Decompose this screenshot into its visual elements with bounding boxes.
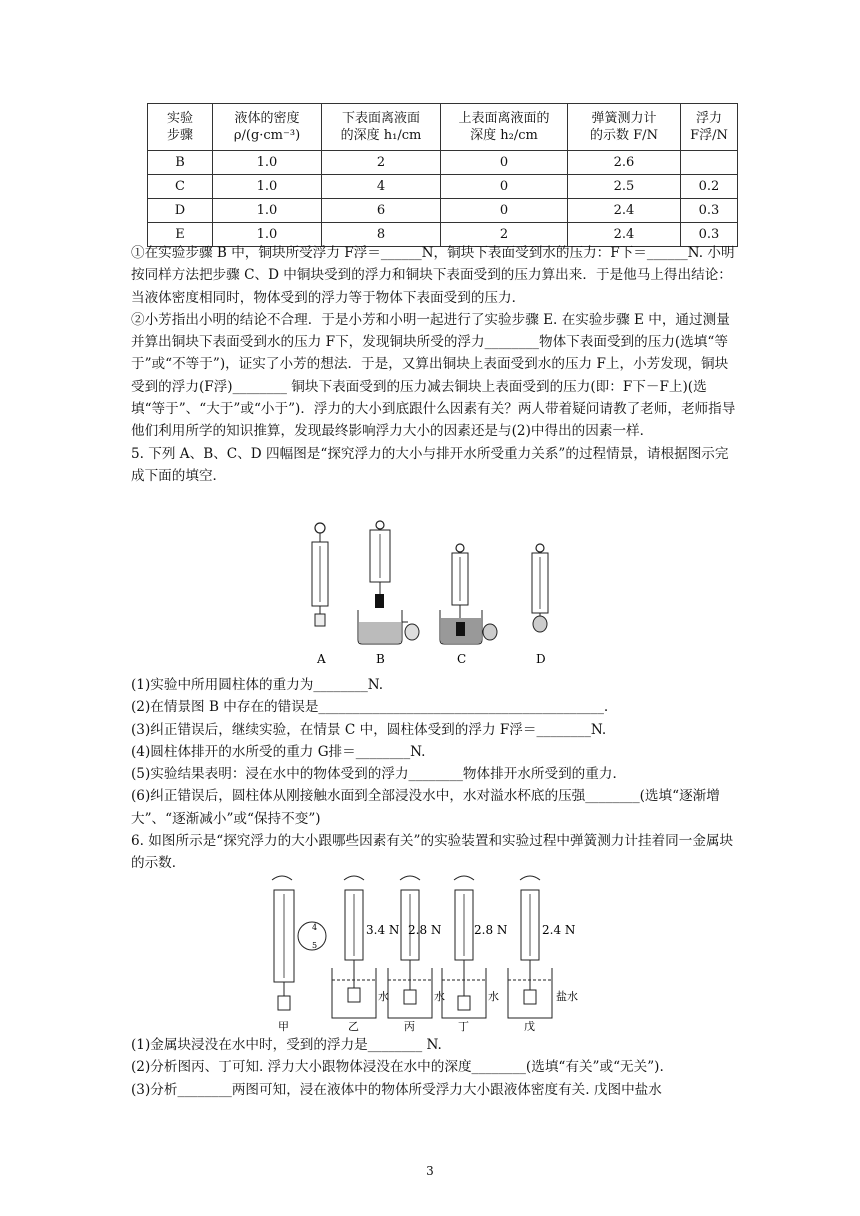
table-cell: 1.0 <box>213 199 322 223</box>
table-cell: B <box>148 151 213 175</box>
table-cell: 0.3 <box>681 199 738 223</box>
table-header-cell <box>148 104 213 151</box>
q6-stem: 6. 如图所示是“探究浮力的大小跟哪些因素有关”的实验装置和实验过程中弹簧测力计挂着同一金属块的示数． <box>131 833 734 872</box>
table-cell: 0 <box>441 151 568 175</box>
table-header-cell <box>568 104 681 151</box>
q5-item: (3)纠正错误后，继续实验，在情景 C 中，圆柱体受到的浮力 F浮＝________N. <box>131 721 607 738</box>
table-cell: 2.5 <box>568 175 681 199</box>
table-cell: 0.2 <box>681 175 738 199</box>
header-line: 弹簧测力计 <box>591 111 657 126</box>
scale-yi <box>332 876 399 1018</box>
table-cell: 6 <box>322 199 441 223</box>
page-number: 3 <box>426 1164 434 1178</box>
table-row <box>148 151 738 175</box>
gauge-mark: 5 <box>312 941 318 950</box>
table-cell: 2 <box>441 223 568 247</box>
table-cell: 0 <box>441 199 568 223</box>
header-line: 的示数 F/N <box>590 128 658 143</box>
reading-label: 2.4 N <box>542 923 576 937</box>
q6-item: (3)分析________两图可知，浸在液体中的物体所受浮力大小跟液体密度有关. 戊图中盐水 <box>131 1081 662 1098</box>
q6-item: (1)金属块浸没在水中时，受到的浮力是________ N. <box>131 1037 442 1053</box>
table-row <box>148 199 738 223</box>
spring-scale-c <box>440 544 497 644</box>
q6-figure <box>262 872 592 1032</box>
table-cell <box>681 151 738 175</box>
fig-label: 戊 <box>524 1020 535 1032</box>
reading-label: 2.8 N <box>408 923 442 937</box>
header-line: ρ/(g·cm⁻³) <box>233 128 301 143</box>
header-line: F浮/N <box>690 128 728 143</box>
table-cell: 8 <box>322 223 441 247</box>
q4-paragraph-2: ②小芳指出小明的结论不合理．于是小芳和小明一起进行了实验步骤 E. 在实验步骤 E 中，通过测量并算出铜块下表面受到水的压力 F下，发现铜块所受的浮力________物体下表面受到的压力(选填“等于”或“不等于”)，证实了小芳的想法．于是，又算出铜块上表面受到水的压力 F上，小芳发现，铜块受到的浮力(F浮)________ 铜块下表面受到的压力减去铜块上表面受到的压力(即：F下－F上)(选填“等于”、“大于”或“小于”)．浮力的大小到底跟什么因素有关？两人带着疑问请教了老师，老师指导他们利用所学的知识推算，发现最终影响浮力大小的因素还是与(2)中得出的因素一样． <box>131 311 736 440</box>
fig-label: A <box>317 652 326 666</box>
header-line: 下表面离液面 <box>341 111 420 126</box>
table-cell: C <box>148 175 213 199</box>
spring-scale-a <box>312 523 328 626</box>
gauge-mark: 4 <box>312 923 318 932</box>
scale-ding <box>442 876 507 1018</box>
liquid-label: 盐水 <box>556 990 578 1003</box>
table-cell: 4 <box>322 175 441 199</box>
header-line: 实验 <box>166 111 193 126</box>
header-line: 深度 h₂/cm <box>470 128 538 143</box>
table-row <box>148 175 738 199</box>
table-cell: D <box>148 199 213 223</box>
q5-stem: 5. 下列 A、B、C、D 四幅图是“探究浮力的大小与排开水所受重力关系”的过程情景，请根据图示完成下面的填空． <box>131 445 729 484</box>
table-cell: 1.0 <box>213 175 322 199</box>
fig-label: C <box>457 652 467 666</box>
scale-wu <box>508 876 578 1018</box>
q5-item: (4)圆柱体排开的水所受的重力 G排＝________N. <box>131 743 426 760</box>
q6-item: (2)分析图丙、丁可知. 浮力大小跟物体浸没在水中的深度________(选填“有关”或“无关”). <box>131 1059 664 1076</box>
spring-scale-d <box>532 544 548 632</box>
header-line: 步骤 <box>166 128 193 143</box>
experiment-table <box>147 103 738 247</box>
q5-item: (1)实验中所用圆柱体的重力为________N. <box>131 677 384 693</box>
q4-text <box>131 242 737 487</box>
q5-items <box>131 674 737 875</box>
table-cell: 0 <box>441 175 568 199</box>
header-line: 的深度 h₁/cm <box>340 128 422 143</box>
reading-label: 3.4 N <box>366 923 400 937</box>
spring-scale-b <box>358 521 419 644</box>
header-line: 液体的密度 <box>234 111 300 126</box>
q5-item: (2)在情景图 B 中存在的错误是__________________________________________. <box>131 699 609 716</box>
table-cell: 1.0 <box>213 151 322 175</box>
table-header-cell <box>322 104 441 151</box>
q6-items <box>131 1034 737 1101</box>
q4-paragraph-1: ①在实验步骤 B 中，铜块所受浮力 F浮＝______N，铜块下表面受到水的压力：F下＝______N. 小明按同样方法把步骤 C、D 中铜块受到的浮力和铜块下表面受到的压力算出来．于是他马上得出结论：当液体密度相同时，物体受到的浮力等于物体下表面受到的压力． <box>131 245 735 306</box>
liquid-label: 水 <box>378 990 389 1003</box>
q5-figure <box>300 518 560 668</box>
liquid-label: 水 <box>488 990 499 1003</box>
table-header-cell <box>213 104 322 151</box>
table-cell: 0.3 <box>681 223 738 247</box>
reading-label: 2.8 N <box>474 923 508 937</box>
scale-jia <box>272 876 326 1010</box>
table-cell: 2 <box>322 151 441 175</box>
table-cell: 2.4 <box>568 223 681 247</box>
table-cell: E <box>148 223 213 247</box>
table-header-row <box>148 104 738 151</box>
q5-item: (5)实验结果表明：浸在水中的物体受到的浮力________物体排开水所受到的重力． <box>131 766 627 783</box>
fig-label: 甲 <box>278 1020 289 1032</box>
header-line: 浮力 <box>695 111 722 126</box>
scale-bing <box>388 876 445 1018</box>
fig-label: D <box>536 652 546 666</box>
table-cell: 2.6 <box>568 151 681 175</box>
fig-label: 丁 <box>458 1020 469 1032</box>
fig-label: 丙 <box>404 1020 415 1032</box>
table-header-cell <box>441 104 568 151</box>
table-header-cell <box>681 104 738 151</box>
table-cell: 2.4 <box>568 199 681 223</box>
liquid-label: 水 <box>434 990 445 1003</box>
q5-item: (6)纠正错误后，圆柱体从刚接触水面到全部浸没水中，水对溢水杯底的压强________(选填“逐渐增大”、“逐渐减小”或“保持不变”) <box>131 788 720 827</box>
table-cell: 1.0 <box>213 223 322 247</box>
fig-label: 乙 <box>348 1020 359 1032</box>
fig-label: B <box>376 652 385 666</box>
header-line: 上表面离液面的 <box>458 111 550 126</box>
